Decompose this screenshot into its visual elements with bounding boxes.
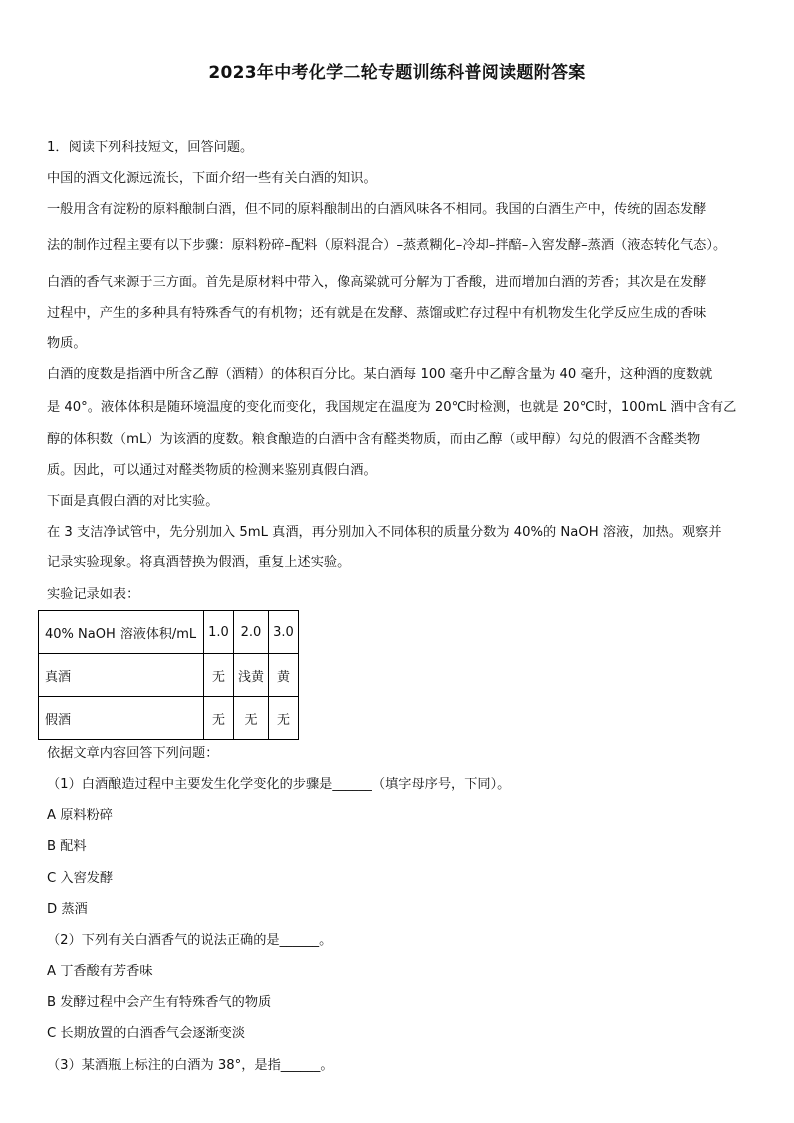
- question-3: （3）某酒瓶上标注的白酒为 38°，是指______。: [47, 1058, 334, 1073]
- option-a: A 原料粉碎: [47, 808, 113, 823]
- paragraph-line: 记录实验现象。将真酒替换为假酒，重复上述实验。: [47, 555, 351, 570]
- paragraph-line: 在 3 支洁净试管中，先分别加入 5mL 真酒，再分别加入不同体积的质量分数为 40%的 NaOH 溶液，加热。观察并: [47, 525, 722, 540]
- table-cell: 无: [204, 697, 234, 740]
- table-cell: 假酒: [39, 697, 204, 740]
- experiment-table: [38, 610, 299, 740]
- paragraph-line: 实验记录如表：: [47, 587, 140, 602]
- paragraph-line: 物质。: [47, 336, 87, 351]
- document-title: 2023年中考化学二轮专题训练科普阅读题附答案: [208, 63, 586, 83]
- option-c: C 长期放置的白酒香气会逐渐变淡: [47, 1026, 246, 1041]
- paragraph-line: 质。因此，可以通过对醛类物质的检测来鉴别真假白酒。: [47, 463, 377, 478]
- table-cell: 真酒: [39, 654, 204, 697]
- table-cell: 无: [234, 697, 269, 740]
- paragraph-line: 一般用含有淀粉的原料酿制白酒，但不同的原料酿制出的白酒风味各不相同。我国的白酒生产中，传统的固态发酵: [47, 202, 707, 217]
- paragraph-line: 是 40°。液体体积是随环境温度的变化而变化，我国规定在温度为 20℃时检测，也就是 20℃时，100mL 酒中含有乙: [47, 400, 737, 415]
- paragraph-line: 法的制作过程主要有以下步骤：原料粉碎–配料（原料混合）–蒸煮糊化–冷却–拌醅–入窖发酵–蒸酒（液态转化气态）。: [47, 238, 727, 253]
- questions-intro: 依据文章内容回答下列问题：: [47, 746, 219, 761]
- option-a: A 丁香酸有芳香味: [47, 964, 153, 979]
- table-cell: 黄: [269, 654, 299, 697]
- option-b: B 发酵过程中会产生有特殊香气的物质: [47, 995, 272, 1010]
- paragraph-line: 醇的体积数（mL）为该酒的度数。粮食酿造的白酒中含有醛类物质，而由乙醇（或甲醇）勾兑的假酒不含醛类物: [47, 432, 701, 447]
- option-d: D 蒸酒: [47, 902, 88, 917]
- paragraph-line: 白酒的度数是指酒中所含乙醇（酒精）的体积百分比。某白酒每 100 毫升中乙醇含量为 40 毫升，这种酒的度数就: [47, 367, 713, 382]
- table-header-cell: 40% NaOH 溶液体积/mL: [39, 611, 204, 654]
- table-header-cell: 3.0: [269, 611, 299, 654]
- table-row: [39, 697, 299, 740]
- table-cell: 浅黄: [234, 654, 269, 697]
- table-cell: 无: [269, 697, 299, 740]
- paragraph-line: 白酒的香气来源于三方面。首先是原材料中带入，像高粱就可分解为丁香酸，进而增加白酒的芳香；其次是在发酵: [47, 275, 707, 290]
- table-row: [39, 654, 299, 697]
- table-header-cell: 2.0: [234, 611, 269, 654]
- question-1: （1）白酒酿造过程中主要发生化学变化的步骤是______（填字母序号，下同）。: [47, 777, 511, 792]
- paragraph-line: 过程中，产生的多种具有特殊香气的有机物；还有就是在发酵、蒸馏或贮存过程中有机物发生化学反应生成的香味: [47, 306, 707, 321]
- paragraph-line: 中国的酒文化源远流长，下面介绍一些有关白酒的知识。: [47, 171, 377, 186]
- question-2: （2）下列有关白酒香气的说法正确的是______。: [47, 933, 333, 948]
- question-1-intro: 1．阅读下列科技短文，回答问题。: [47, 140, 254, 155]
- paragraph-line: 下面是真假白酒的对比实验。: [47, 494, 219, 509]
- option-b: B 配料: [47, 839, 87, 854]
- table-header-row: [39, 611, 299, 654]
- table-cell: 无: [204, 654, 234, 697]
- option-c: C 入窖发酵: [47, 871, 114, 886]
- table-header-cell: 1.0: [204, 611, 234, 654]
